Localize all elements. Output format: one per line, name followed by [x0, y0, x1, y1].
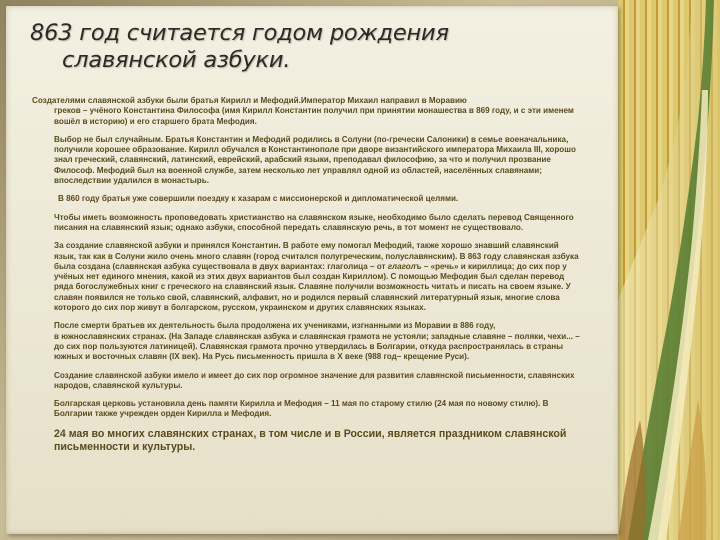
- closing-statement: 24 мая во многих славянских странах, в том числе и в России, является праздником славянской письменности и культуры.: [54, 427, 567, 454]
- paragraph-creation-glagol: глагол: [387, 261, 416, 271]
- decorative-side-border: [618, 0, 720, 540]
- paragraph-creation-part-b: ъ – «речь» и кириллица; до сих пор у учёных нет единого мнения, какой из этих двух вариантов был создан Кириллом). С помощью Мефодия был сделан перевод ряда богослужебных книг с греческого на славянский язык. Славяне получили возможность читать и писать на своем языке. У славян появился не только свой, славянский, алфавит, но и родился первый славянский литературный язык, многие слова которого до сих пор живут в болгарском, русском, украинском и других славянских языках.: [54, 261, 571, 313]
- paragraph-disciples-cont: в южнославянских странах. (На Западе славянская азбука и славянская грамота не устояли; западные славяне – поляки, чехи... – до сих пор пользуются латиницей). Славянская грамота прочно утвердилась в Болгарии, откуда распространялась в страны южных и восточных славян (IX век). На Русь письменность пришла в X веке (988 год– крещение Руси).: [54, 331, 580, 362]
- slide-body-text: [32, 96, 582, 455]
- paragraph-bulgaria: Болгарская церковь установила день памяти Кирилла и Мефодия – 11 мая по старому стилю (24 мая по новому стилю). В Болгарии также учрежден орден Кирилла и Мефодия.: [54, 399, 549, 419]
- paragraph-disciples-lead: После смерти братьев их деятельность была продолжена их учениками, изгнанными из Моравии в 886 году,: [54, 321, 496, 331]
- paragraph-860: В 860 году братья уже совершили поездку к хазарам с миссионерской и дипломатической целями.: [58, 194, 459, 204]
- paragraph-creators-cont: греков – учёного Константина Философа (имя Кирилл Константин получил при принятии монашества в 869 году, и с эти именем вошёл в историю) и его старшего брата Мефодия.: [54, 106, 574, 126]
- paragraph-significance: Создание славянской азбуки имело и имеет до сих пор огромное значение для развития славянской письменности, славянских народов, славянской культуры.: [54, 370, 575, 390]
- title-line-1: 863 год считается годом рождения: [30, 20, 449, 46]
- title-line-2: славянской азбуки.: [62, 47, 291, 73]
- paragraph-choice: Выбор не был случайным. Братья Константин и Мефодий родились в Солуни (по-гречески Салоники) в семье военачальника, получили хорошее образование. Кирилл обучался в Константинополе при дворе византийского императора Михаила III, хорошо знал греческий, славянский, латинский, еврейский, арабский языки, преподавал философию, за что и получил прозвание Философ. Мефодий был на военной службе, затем несколько лет управлял одной из областей, населённых славянами; впоследствии удалился в монастырь.: [54, 134, 576, 186]
- paragraph-translation: Чтобы иметь возможность проповедовать христианство на славянском языке, необходимо было сделать перевод Священного писания на славянский язык; однако азбуки, способной передать славянскую речь, в тот момент не существовало.: [54, 212, 574, 232]
- paragraph-creators-lead: Создателями славянской азбуки были братья Кирилл и Мефодий.Император Михаил направил в Моравию: [32, 96, 467, 105]
- paragraph-creators: [32, 96, 582, 127]
- slide-title: [30, 20, 590, 74]
- decorative-swirl-graphic: [618, 0, 720, 540]
- paragraph-creation-part-a: За создание славянской азбуки и принялся Константин. В работе ему помогал Мефодий, также хорошо знавший славянский язык, так как в Солуни жило очень много славян (город считался полугреческим, полуславянским). В 863 году славянская азбука была создана (славянская азбука существовала в двух вариантах: глаголица – от: [54, 241, 579, 271]
- paragraph-disciples: [32, 321, 582, 362]
- paragraph-creation: [32, 241, 582, 313]
